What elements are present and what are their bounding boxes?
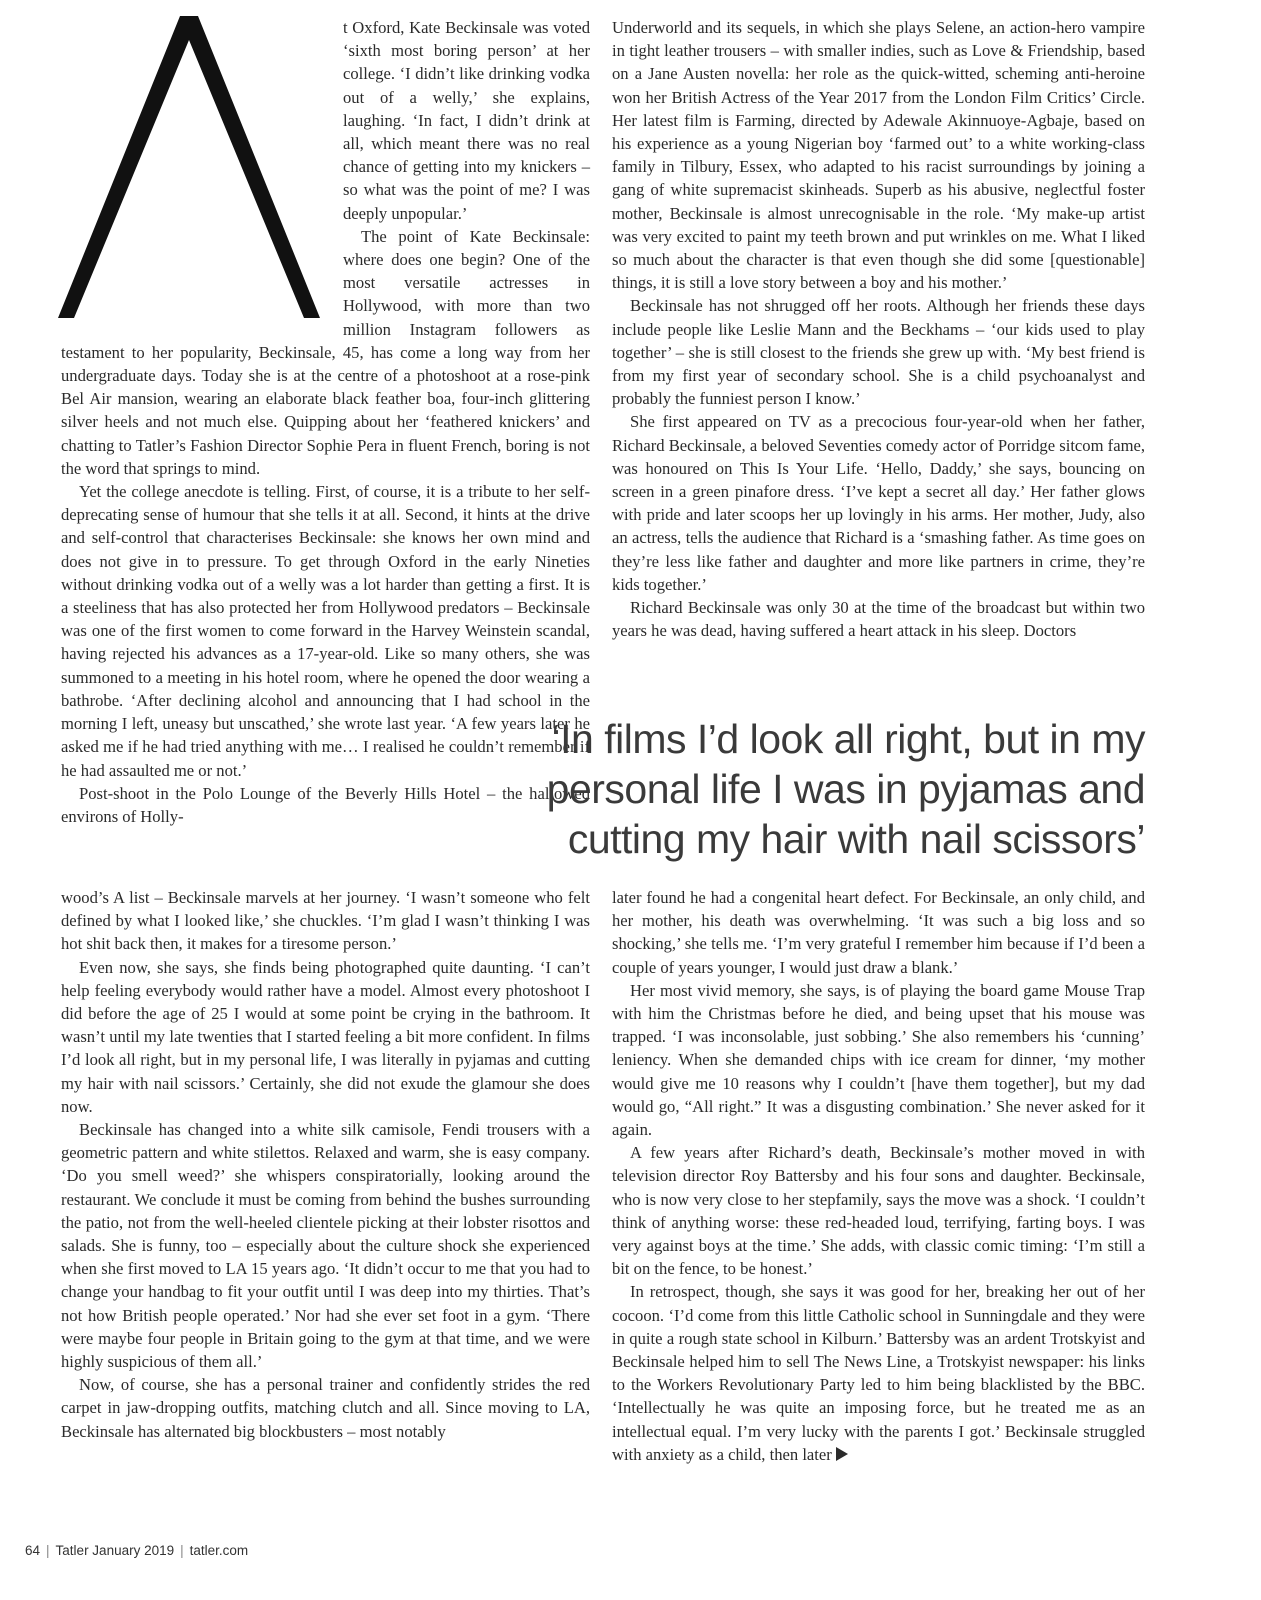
left-column-bottom [61, 886, 590, 1443]
article-text: In retrospect, though, she says it was good for her, breaking her out of her cocoon. ‘I’d come from this little Catholic school in Sunningdale and they were in quite a rough state school in Kilburn.’ Battersby was an ardent Trotskyist and Beckinsale helped him to sell The News Line, a Trotskyist newspaper: his links to the Workers Revolutionary Party led to him being blacklisted by the BBC. ‘Intellectually he was quite an imposing force, but he treated me as an intellectual equal. I’m very lucky with the parents I got.’ Beckinsale struggled with anxiety as a child, then later [612, 1282, 1145, 1464]
article-paragraph: She first appeared on TV as a precocious four-year-old when her father, Richard Beckinsale, a beloved Seventies comedy actor of Porridge sitcom fame, was honoured on This Is Your Life. ‘Hello, Daddy,’ she says, bouncing on screen in a green pinafore dress. ‘I’ve kept a secret all day.’ Her father glows with pride and later scoops her up lovingly in his arms. Her mother, Judy, also an actress, tells the audience that Richard is a ‘smashing father. As time goes on they’re less like father and daughter and more like partners in crime, they’re kids together.’ [612, 412, 1145, 594]
article-paragraph: Now, of course, she has a personal trainer and confidently strides the red carpet in jaw-dropping outfits, matching clutch and all. Since moving to LA, Beckinsale has alternated big blockbusters – most notably [61, 1375, 590, 1441]
page-number: 64 [25, 1543, 41, 1558]
article-paragraph: A few years after Richard’s death, Beckinsale’s mother moved in with television director Roy Battersby and his four sons and daughter. Beckinsale, who is now very close to her stepfamily, says the move was a shock. ‘I couldn’t think of anything worse: these red-headed loud, terrifying, farting boys. I was very against boys at the time.’ She adds, with classic comic timing: ‘I’m still a bit on the fence, to be honest.’ [612, 1143, 1145, 1279]
left-column-top [61, 16, 590, 828]
footer-divider: | [180, 1543, 184, 1558]
dropcap-letter-a [58, 16, 321, 318]
article-paragraph: Post-shoot in the Polo Lounge of the Beverly Hills Hotel – the hallowed environs of Holly- [61, 783, 590, 826]
article-paragraph: wood’s A list – Beckinsale marvels at her journey. ‘I wasn’t someone who felt defined by what I looked like,’ she chuckles. ‘I’m glad I wasn’t thinking I was hot shit back then, it makes for a tiresome person.’ [61, 888, 590, 954]
article-paragraph: Underworld and its sequels, in which she plays Selene, an action-hero vampire in tight leather trousers – with smaller indies, such as Love & Friendship, based on a Jane Austen novella: her role as the quick-witted, scheming anti-heroine won her British Actress of the Year 2017 from the London Film Critics’ Circle. Her latest film is Farming, directed by Adewale Akinnuoye-Agbaje, based on his experience as a young Nigerian boy ‘farmed out’ to a white working-class family in Tilbury, Essex, who adapted to his racist surroundings by joining a gang of white supremacist skinheads. Superb as his abusive, neglectful foster mother, Beckinsale is almost unrecognisable in the role. ‘My make-up artist was very excited to paint my teeth brown and put wrinkles on me. What I liked so much about the character is that even though she did some [questionable] things, it is still a love story between a boy and his mother.’ [612, 18, 1145, 293]
article-paragraph: Beckinsale has not shrugged off her roots. Although her friends these days include people like Leslie Mann and the Beckhams – ‘our kids used to play together’ – she is still closest to the friends she grew up with. ‘My best friend is from my first year of secondary school. She is a child psychoanalyst and probably the funniest person I know.’ [612, 296, 1145, 409]
article-paragraph: t Oxford, Kate Beckinsale was voted ‘sixth most boring person’ at her college. ‘I didn’t like drinking vodka out of a welly,’ she explains, laughing. ‘In fact, I didn’t drink at all, which meant there was no real chance of getting into my knickers – so what was the point of me? I was deeply unpopular.’ [343, 18, 590, 223]
site-link[interactable]: tatler.com [189, 1543, 249, 1558]
footer-divider: | [46, 1543, 50, 1558]
article-paragraph: Beckinsale has changed into a white silk camisole, Fendi trousers with a geometric pattern and white stilettos. Relaxed and warm, she is easy company. ‘Do you smell weed?’ she whispers conspiratorially, looking around the restaurant. We conclude it must be coming from behind the bushes surrounding the patio, not from the well-heeled clientele picking at their lobster risottos and salads. She is funny, too – especially about the culture shock she experienced when she first moved to LA 15 years ago. ‘It didn’t occur to me that you had to change your handbag to fit your outfit until I was deep into my thirties. That’s not how British people operated.’ Nor had she ever set foot in a gym. ‘There were maybe four people in Britain going to the gym at that time, and we were highly suspicious of them all.’ [61, 1120, 590, 1372]
article-paragraph: Even now, she says, she finds being photographed quite daunting. ‘I can’t help feeling everybody would rather have a model. Almost every photoshoot I did before the age of 25 I would at some point be crying in the bathroom. It wasn’t until my late twenties that I started feeling a bit more confident. In films I’d look all right, but in my personal life, I was literally in pyjamas and cutting my hair with nail scissors.’ Certainly, she did not exude the glamour she does now. [61, 957, 590, 1116]
article-paragraph: later found he had a congenital heart defect. For Beckinsale, an only child, and her mother, his death was overwhelming. ‘It was such a big loss and so shocking,’ she tells me. ‘I’m very grateful I remember him because if I’d been a couple of years younger, I would just draw a blank.’ [612, 888, 1145, 977]
issue-label: Tatler January 2019 [55, 1543, 175, 1558]
page-footer [25, 1543, 248, 1558]
article-paragraph: Her most vivid memory, she says, is of playing the board game Mouse Trap with him the Christmas before he died, and being upset that his mouse was trapped. ‘I was inconsolable, just sobbing.’ She also remembers his ‘cunning’ leniency. When she demanded chips with ice cream for dinner, ‘my mother would give me 10 reasons why I couldn’t [have them together], but my dad would go, “All right.” It was a disgusting combination.’ She never asked for it again. [612, 980, 1145, 1140]
triangle-right-icon [836, 1447, 848, 1461]
article-paragraph: Richard Beckinsale was only 30 at the time of the broadcast but within two years he was dead, having suffered a heart attack in his sleep. Doctors [612, 598, 1145, 641]
article-paragraph [612, 1280, 1145, 1466]
right-column-top [612, 16, 1145, 642]
pull-quote: ‘In films I’d look all right, but in my personal life I was in pyjamas and cutting my hair with nail scissors’ [546, 716, 1145, 862]
right-column-bottom [612, 886, 1145, 1466]
article-paragraph: Yet the college anecdote is telling. First, of course, it is a tribute to her self-deprecating sense of humour that she tells it at all. Second, it hints at the drive and self-control that characterises Beckinsale: she knows her own mind and does not give in to pressure. To get through Oxford in the early Nineties without drinking vodka out of a welly was a lot harder than getting a first. It is a steeliness that has also protected her from Hollywood predators – Beckinsale was one of the first women to come forward in the Harvey Weinstein scandal, having rejected his advances as a 17-year-old. Like so many others, she was summoned to a meeting in his hotel room, where he opened the door wearing a bathrobe. ‘After declining alcohol and announcing that I had school in the morning I left, uneasy but unscathed,’ she wrote last year. ‘A few years later he asked me if he had tried anything with me… I realised he couldn’t remember if he had assaulted me or not.’ [61, 482, 590, 780]
article-paragraph: The point of Kate Beckinsale: where does one begin? One of the most versatile actresses in Hollywood, with more than two million Instagram followers as testament to her popularity, Beckinsale, 45, has come a long way from her undergraduate days. Today she is at the centre of a photoshoot at a rose-pink Bel Air mansion, wearing an elaborate black feather boa, four-inch glittering silver heels and not much else. Quipping about her ‘feathered knickers’ and chatting to Tatler’s Fashion Director Sophie Pera in fluent French, boring is not the word that springs to mind. [61, 226, 590, 478]
